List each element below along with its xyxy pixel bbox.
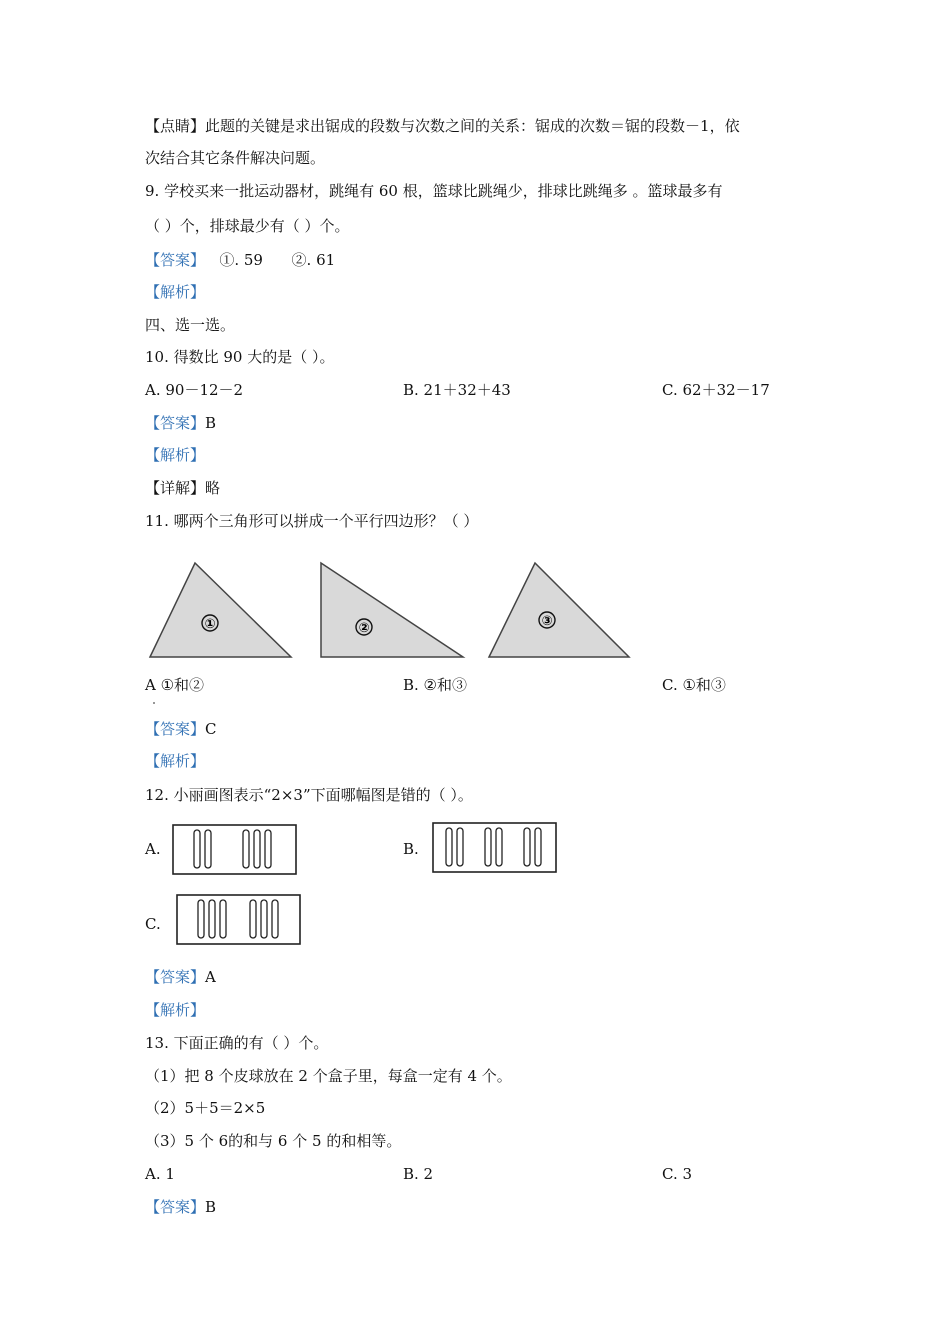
q10-stem: 10. 得数比 90 大的是（ ）。 bbox=[145, 348, 335, 366]
triangle-1 bbox=[150, 563, 291, 657]
q9-stem-line-1: 9. 学校买来一批运动器材，跳绳有 60 根，篮球比跳绳少，排球比跳绳多 。篮球最多有 bbox=[145, 182, 723, 200]
q13-item-1: （1）把 8 个皮球放在 2 个盒子里，每盒一定有 4 个。 bbox=[145, 1067, 512, 1085]
answer-text: B bbox=[205, 414, 217, 432]
answer-text: A bbox=[205, 968, 216, 986]
q10-option-c: C. 62＋32－17 bbox=[662, 381, 770, 399]
stick-group-3 bbox=[250, 900, 278, 938]
answer-tag: 【答案】 bbox=[145, 1198, 206, 1216]
q12-stem: 12. 小丽画图表示“2×3”下面哪幅图是错的（ ）。 bbox=[145, 786, 473, 804]
q9-answer bbox=[145, 250, 335, 270]
q10-detail bbox=[145, 478, 220, 498]
section-heading: 四、选一选。 bbox=[145, 316, 236, 334]
q13-stem: 13. 下面正确的有（ ）个。 bbox=[145, 1034, 329, 1052]
q13-item-2: （2）5＋5＝2×5 bbox=[145, 1099, 266, 1117]
triangle-1-number: ① bbox=[204, 617, 216, 632]
q12-option-b-label: B. bbox=[403, 840, 419, 858]
q13-item-3: （3）5 个 6的和与 6 个 5 的和相等。 bbox=[145, 1132, 402, 1150]
q12-option-c-label: C. bbox=[145, 915, 161, 933]
q11-option-b: B. ②和③ bbox=[403, 676, 468, 694]
dianjing-line-1 bbox=[145, 116, 740, 136]
detail-text: 略 bbox=[205, 479, 221, 497]
q11-stem: 11. 哪两个三角形可以拼成一个平行四边形？（ ） bbox=[145, 512, 479, 530]
q10-answer bbox=[145, 413, 216, 433]
q13-option-c: C. 3 bbox=[662, 1165, 693, 1183]
dianjing-text: 此题的关键是求出锯成的段数与次数之间的关系：锯成的次数＝锯的段数－1，依 bbox=[205, 117, 740, 135]
q11-option-c: C. ①和③ bbox=[662, 676, 726, 694]
q12-option-a-label: A. bbox=[145, 840, 161, 858]
q11-analysis-tag: 【解析】 bbox=[145, 752, 206, 770]
q10-option-a: A. 90－12－2 bbox=[145, 381, 244, 399]
q12-answer bbox=[145, 967, 216, 987]
answer-text: ①. 59 ②. 61 bbox=[205, 251, 336, 269]
answer-tag: 【答案】 bbox=[145, 251, 206, 269]
q11-option-a: A ①和② bbox=[145, 676, 205, 694]
stick-group-3 bbox=[198, 900, 226, 938]
triangle-2-number: ② bbox=[358, 621, 370, 636]
stick-group-3 bbox=[243, 830, 271, 868]
q11-triangles-figure bbox=[145, 558, 635, 662]
triangle-2 bbox=[321, 563, 463, 657]
q13-option-b: B. 2 bbox=[403, 1165, 434, 1183]
q9-analysis-tag: 【解析】 bbox=[145, 283, 206, 301]
answer-text: B bbox=[205, 1198, 217, 1216]
answer-tag: 【答案】 bbox=[145, 720, 206, 738]
answer-tag: 【答案】 bbox=[145, 414, 206, 432]
stray-mark bbox=[153, 702, 155, 704]
detail-tag: 【详解】 bbox=[145, 479, 206, 497]
triangle-3-number: ③ bbox=[541, 614, 553, 629]
q13-option-a: A. 1 bbox=[145, 1165, 175, 1183]
q12-figure-c bbox=[176, 894, 302, 946]
q11-answer bbox=[145, 719, 217, 739]
q12-figure-a bbox=[172, 824, 298, 876]
dianjing-tag: 【点睛】 bbox=[145, 117, 206, 135]
answer-text: C bbox=[205, 720, 217, 738]
q10-option-b: B. 21＋32＋43 bbox=[403, 381, 511, 399]
q12-figure-b bbox=[432, 822, 558, 874]
q12-analysis-tag: 【解析】 bbox=[145, 1001, 206, 1019]
dianjing-line-2: 次结合其它条件解决问题。 bbox=[145, 149, 326, 167]
answer-tag: 【答案】 bbox=[145, 968, 206, 986]
q10-analysis-tag: 【解析】 bbox=[145, 446, 206, 464]
triangle-3 bbox=[489, 563, 629, 657]
q13-answer bbox=[145, 1197, 216, 1217]
q9-stem-line-2: （ ）个，排球最少有（ ）个。 bbox=[145, 217, 350, 235]
